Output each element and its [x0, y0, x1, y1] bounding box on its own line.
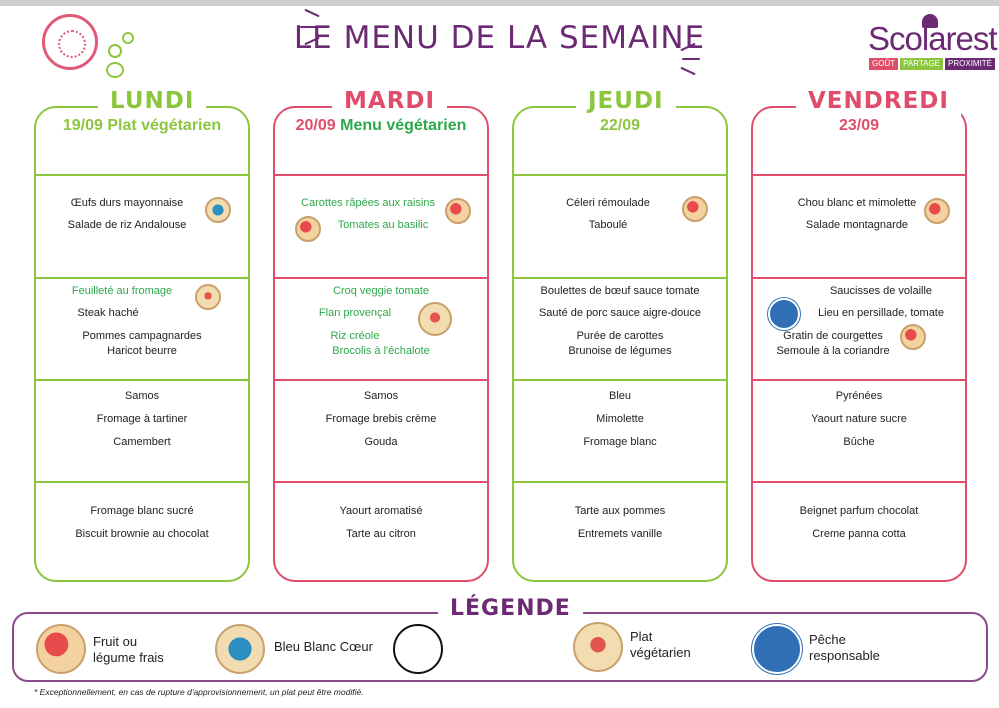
menu-item: Bûche	[843, 436, 875, 448]
menu-item: Beignet parfum chocolat	[799, 505, 919, 517]
menu-item-fresh: Tomates au basilic	[337, 219, 429, 231]
section-divider	[273, 174, 489, 176]
section-divider	[34, 481, 250, 483]
menu-item: Tarte au citron	[346, 528, 416, 540]
day-name: VENDREDI	[796, 88, 961, 122]
legend-label-peche	[809, 632, 880, 664]
legend-title: LÉGENDE	[438, 596, 583, 621]
legend-text: légume frais	[93, 650, 164, 665]
day-name: JEUDI	[576, 88, 676, 122]
peche-responsable-icon	[752, 624, 802, 674]
logo-text: Scolarest	[868, 20, 997, 57]
menu-item: Salade de riz Andalouse	[67, 219, 187, 231]
menu-item-vegetarian: Flan provençal	[318, 307, 392, 319]
pea-icon	[106, 62, 124, 78]
menu-item: Chou blanc et mimolette	[797, 197, 917, 209]
legend-text: végétarien	[630, 645, 691, 660]
legend-text: responsable	[809, 648, 880, 663]
section-divider	[512, 277, 728, 279]
section-divider	[34, 174, 250, 176]
section-divider	[273, 379, 489, 381]
legend-text: Fruit ou	[93, 634, 138, 649]
menu-item: Brunoise de légumes	[568, 345, 672, 357]
menu-item: Gouda	[364, 436, 398, 448]
menu-item: Entremets vanille	[577, 528, 663, 540]
legend-text: Pêche	[809, 632, 846, 647]
top-bar	[0, 0, 999, 6]
menu-item: Samos	[124, 390, 160, 402]
day-name: MARDI	[332, 88, 447, 122]
menu-item-vegetarian: Brocolis à l'échalote	[332, 345, 430, 357]
scolarest-logo	[860, 14, 997, 72]
menu-item: Bleu	[608, 390, 632, 402]
day-note: Menu végétarien	[340, 117, 467, 134]
menu-item: Saucisses de volaille	[829, 285, 933, 297]
section-divider	[34, 379, 250, 381]
deco-dash	[680, 67, 695, 76]
section-divider	[34, 277, 250, 279]
section-divider	[512, 174, 728, 176]
fruit-vegetable-icon	[36, 624, 86, 674]
bleu-blanc-coeur-icon	[215, 624, 265, 674]
legend-label-bbc: Bleu Blanc Cœur	[274, 639, 373, 654]
fruit-vegetable-icon	[295, 216, 321, 242]
menu-item-vegetarian: Croq veggie tomate	[333, 285, 429, 297]
section-divider	[751, 174, 967, 176]
tag-proximite: PROXIMITÉ	[945, 58, 995, 70]
day-date-line	[34, 117, 250, 135]
menu-item-fresh: Carottes râpées aux raisins	[301, 197, 435, 209]
menu-item: Biscuit brownie au chocolat	[75, 528, 209, 540]
menu-item: Céleri rémoulade	[566, 197, 650, 209]
menu-item: Sauté de porc sauce aigre-douce	[538, 307, 702, 319]
menu-item: Fromage blanc sucré	[90, 505, 194, 517]
menu-item: Samos	[363, 390, 399, 402]
tag-gout: GOÛT	[869, 58, 898, 70]
day-date: 20/09	[295, 117, 336, 134]
menu-item-vegetarian: Feuilleté au fromage	[71, 285, 173, 297]
menu-item: Gratin de courgettes	[783, 330, 883, 342]
menu-item: Creme panna cotta	[812, 528, 906, 540]
vegetarian-icon	[195, 284, 221, 310]
day-date-line	[751, 117, 967, 135]
menu-item: Fromage à tartiner	[96, 413, 188, 425]
legend-label-fruit	[93, 634, 164, 666]
menu-item: Lieu en persillade, tomate	[818, 307, 944, 319]
menu-item: Yaourt aromatisé	[339, 505, 423, 517]
menu-item: Salade montagnarde	[805, 219, 909, 231]
day-date-line	[512, 117, 728, 135]
deco-dash	[304, 9, 319, 18]
menu-item: Pyrénées	[835, 390, 883, 402]
legend-label-veg	[630, 629, 691, 661]
legend-text: Plat	[630, 629, 653, 644]
menu-item: Œufs durs mayonnaise	[70, 197, 184, 209]
menu-item: Tarte aux pommes	[574, 505, 666, 517]
day-date: 19/09	[62, 117, 103, 134]
menu-item: Taboulé	[588, 219, 628, 231]
menu-item: Fromage brebis crème	[325, 413, 437, 425]
section-divider	[273, 277, 489, 279]
menu-item: Haricot beurre	[107, 345, 177, 357]
footnote: * Exceptionnellement, en cas de rupture d'approvisionnement, un plat peut être modifié.	[34, 687, 364, 697]
bleu-blanc-coeur-icon	[205, 197, 231, 223]
menu-item: Boulettes de bœuf sauce tomate	[540, 285, 700, 297]
logo-tagline	[869, 58, 995, 70]
empty-circle-icon	[393, 624, 443, 674]
day-date: 23/09	[838, 117, 880, 134]
menu-item-vegetarian: Riz créole	[330, 330, 380, 342]
section-divider	[751, 481, 967, 483]
menu-item: Fromage blanc	[583, 436, 657, 448]
menu-item: Mimolette	[596, 413, 644, 425]
menu-item: Camembert	[113, 436, 171, 448]
section-divider	[273, 481, 489, 483]
vegetarian-icon	[573, 622, 623, 672]
menu-item: Pommes campagnardes	[82, 330, 202, 342]
tag-partage: PARTAGE	[900, 58, 943, 70]
section-divider	[751, 379, 967, 381]
page-title: LE MENU DE LA SEMAINE	[293, 20, 706, 56]
day-note: Plat végétarien	[107, 117, 222, 134]
menu-item: Purée de carottes	[576, 330, 664, 342]
deco-dash	[682, 58, 700, 60]
day-name: LUNDI	[98, 88, 206, 122]
menu-item: Steak haché	[77, 307, 139, 319]
section-divider	[512, 379, 728, 381]
day-date: 22/09	[599, 117, 641, 134]
section-divider	[751, 277, 967, 279]
section-divider	[512, 481, 728, 483]
day-date-line	[273, 117, 489, 135]
menu-item: Yaourt nature sucre	[811, 413, 907, 425]
menu-item: Semoule à la coriandre	[776, 345, 890, 357]
